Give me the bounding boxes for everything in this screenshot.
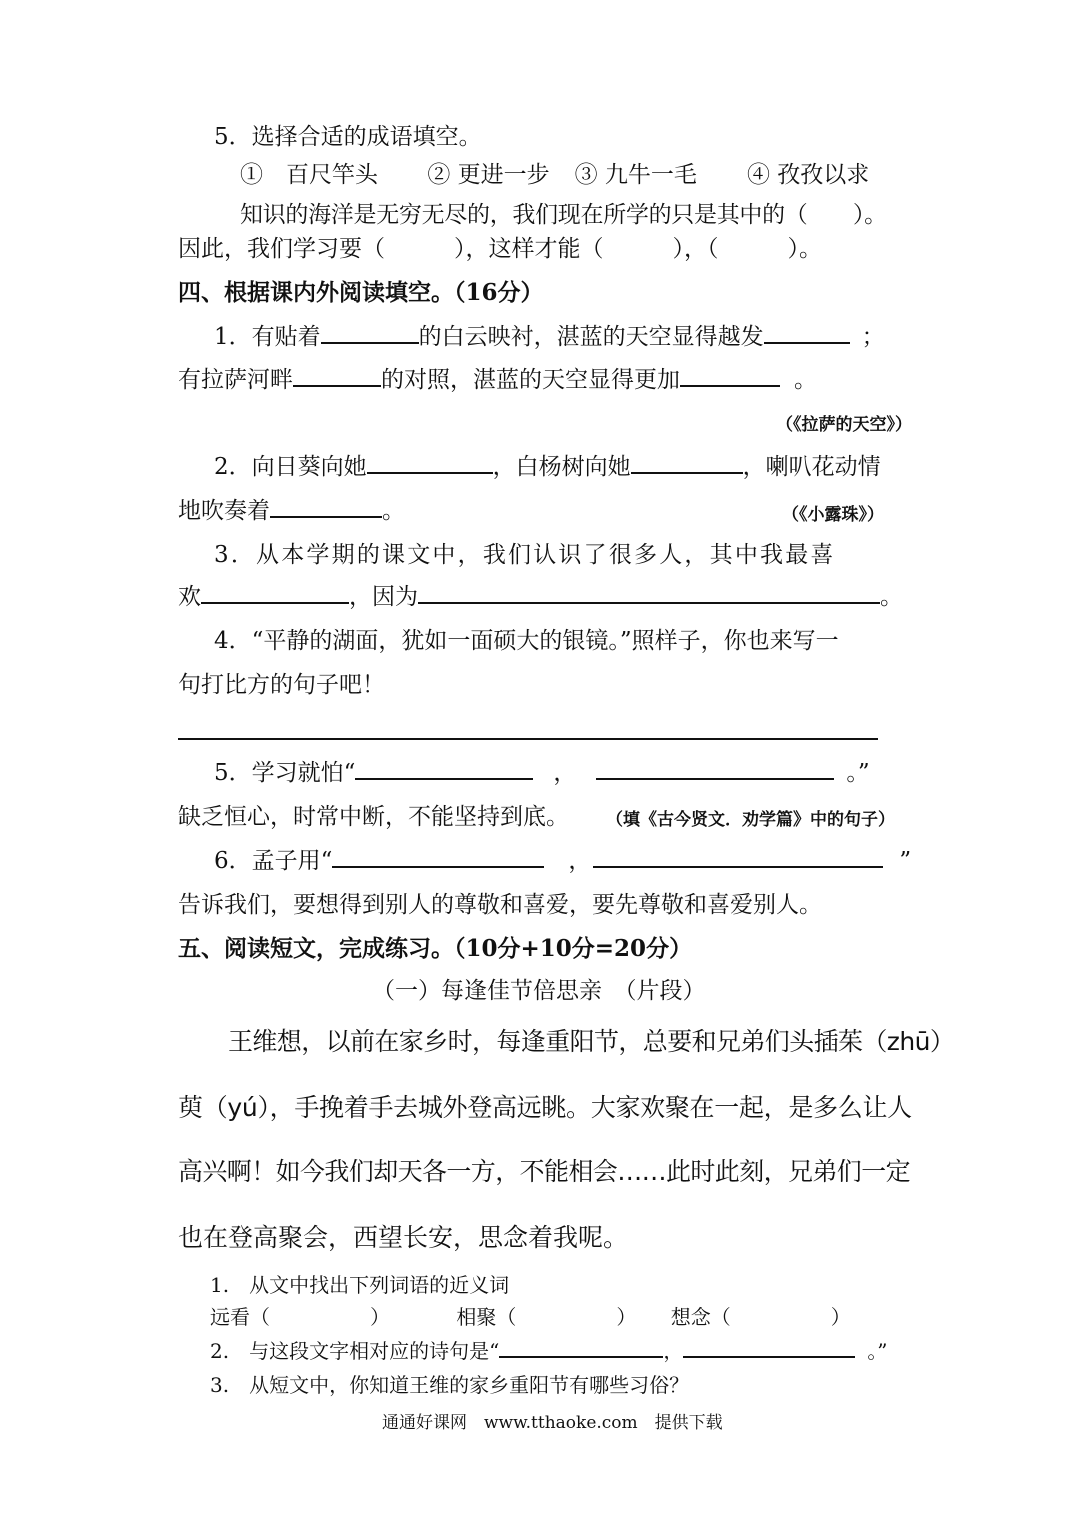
answer-blank[interactable]: [596, 758, 834, 780]
idiom-option-2: ② 更进一步: [427, 162, 550, 188]
s4-q2-text-a: 2．向日葵向她: [214, 454, 367, 480]
idiom-option-4: ④ 孜孜以求: [746, 162, 870, 188]
passage-line-2: 萸（yú），手挽着手去城外登高远眺。大家欢聚在一起，是多么让人: [178, 1093, 912, 1122]
s4-q6-text-b: ，: [568, 848, 592, 874]
s4-q1-text-f: 。: [794, 367, 817, 393]
fill-sentence-2: 因此，我们学习要（ ），这样才能（ ），（ ）。: [178, 236, 822, 262]
answer-blank[interactable]: [418, 582, 880, 604]
s4-q5-line2: [178, 802, 569, 832]
page-footer: 通通好课网 www.tthaoke.com 提供下载: [382, 1413, 723, 1433]
section-4-heading: 四、根据课内外阅读填空。（16分）: [178, 279, 544, 306]
answer-blank[interactable]: [593, 846, 883, 868]
answer-blank[interactable]: [355, 758, 533, 780]
answer-line[interactable]: [178, 738, 878, 740]
s5-q3: 3. 从短文中，你知道王维的家乡重阳节有哪些习俗？: [210, 1373, 690, 1397]
s4-q5-text-a: 5．学习就怕“: [214, 760, 356, 786]
answer-blank[interactable]: [499, 1340, 663, 1358]
s4-q2-text-c: ，喇叭花动情: [742, 454, 881, 480]
passage-line-1: 王维想，以前在家乡时，每逢重阳节，总要和兄弟们头插茱（zhū）: [228, 1027, 955, 1056]
s4-q2-text-e: 。: [382, 498, 405, 524]
s5-q2-text-a: 2. 与这段文字相对应的诗句是“: [210, 1339, 500, 1363]
s5-q1-words: [210, 1304, 851, 1330]
s5-q2: [210, 1338, 888, 1364]
answer-blank[interactable]: [764, 322, 850, 344]
s4-q4-line1: 4．“平静的湖面，犹如一面硕大的银镜。”照样子，你也来写一: [214, 628, 839, 654]
s5-q1: 1. 从文中找出下列词语的近义词: [210, 1273, 510, 1297]
s4-q1-text-b: 的白云映衬，湛蓝的天空显得越发: [418, 324, 764, 350]
s4-q2-line1: [214, 452, 881, 482]
s4-q5-text-d: 缺乏恒心，时常中断，不能坚持到底。: [178, 804, 569, 830]
s4-q3-text-c: ，因为: [349, 584, 418, 610]
s4-q3-text-b: 欢: [178, 584, 201, 610]
s4-q5-line1: [214, 758, 870, 788]
idiom-option-3: ③ 九牛一毛: [574, 162, 697, 188]
s4-q1-text-d: 有拉萨河畔: [178, 367, 293, 393]
source-label: （《拉萨的天空》）: [776, 415, 912, 435]
s4-q2-text-d: 地吹奏着: [178, 498, 270, 524]
idiom-option-1: ① 百尺竿头: [240, 162, 378, 188]
source-label: （《小露珠》）: [782, 505, 884, 525]
answer-blank[interactable]: [332, 846, 544, 868]
synonym-item: 想念（ ）: [670, 1305, 851, 1329]
s4-q6-line2: 告诉我们，要想得到别人的尊敬和喜爱，要先尊敬和喜爱别人。: [178, 892, 822, 918]
section-5-heading: 五、阅读短文，完成练习。（10分+10分=20分）: [178, 935, 693, 962]
s4-q3-line2: [178, 582, 903, 612]
s4-q6-text-a: 6．孟子用“: [214, 848, 333, 874]
s5-q2-text-b: ，: [663, 1339, 684, 1363]
s5-q2-text-c: 。”: [867, 1339, 888, 1363]
synonym-item: 相聚（ ）: [456, 1305, 637, 1329]
s4-q3-line1: 3．从本学期的课文中，我们认识了很多人，其中我最喜: [214, 542, 836, 568]
fill-sentence-1: 知识的海洋是无穷无尽的，我们现在所学的只是其中的（ ）。: [240, 202, 887, 228]
answer-blank[interactable]: [201, 582, 349, 604]
s4-q1-text-e: 的对照，湛蓝的天空显得更加: [381, 367, 680, 393]
question-title: 5．选择合适的成语填空。: [214, 124, 482, 150]
s4-q2-line2: [178, 496, 405, 526]
s4-q2-text-b: ，白杨树向她: [492, 454, 631, 480]
answer-blank[interactable]: [293, 365, 381, 387]
passage-title: （一）每逢佳节倍思亲 （片段）: [372, 978, 706, 1004]
answer-blank[interactable]: [321, 322, 419, 344]
synonym-item: 远看（ ）: [210, 1305, 390, 1329]
idiom-options: [240, 160, 869, 190]
passage-line-3: 高兴啊！如今我们却天各一方，不能相会……此时此刻，兄弟们一定: [178, 1157, 911, 1186]
answer-blank[interactable]: [680, 365, 780, 387]
s4-q3-text-d: 。: [880, 584, 903, 610]
s4-q1-text-c: ；: [861, 324, 885, 350]
s4-q4-line2: 句打比方的句子吧！: [178, 672, 385, 698]
s4-q1-text-a: 1．有贴着: [214, 324, 321, 350]
s4-q6-line1: [214, 846, 911, 876]
answer-blank[interactable]: [367, 452, 493, 474]
s4-q5-text-c: 。”: [846, 760, 870, 786]
s4-q1-line1: [214, 322, 885, 352]
s4-q1-line2: [178, 365, 817, 395]
passage-line-4: 也在登高聚会，西望长安，思念着我呢。: [178, 1223, 629, 1252]
answer-blank[interactable]: [683, 1340, 855, 1358]
s4-q6-text-c: ”: [899, 848, 912, 874]
answer-blank[interactable]: [631, 452, 743, 474]
s4-q5-text-b: ，: [553, 760, 577, 786]
source-label: （填《古今贤文．劝学篇》中的句子）: [606, 810, 895, 830]
answer-blank[interactable]: [270, 496, 382, 518]
